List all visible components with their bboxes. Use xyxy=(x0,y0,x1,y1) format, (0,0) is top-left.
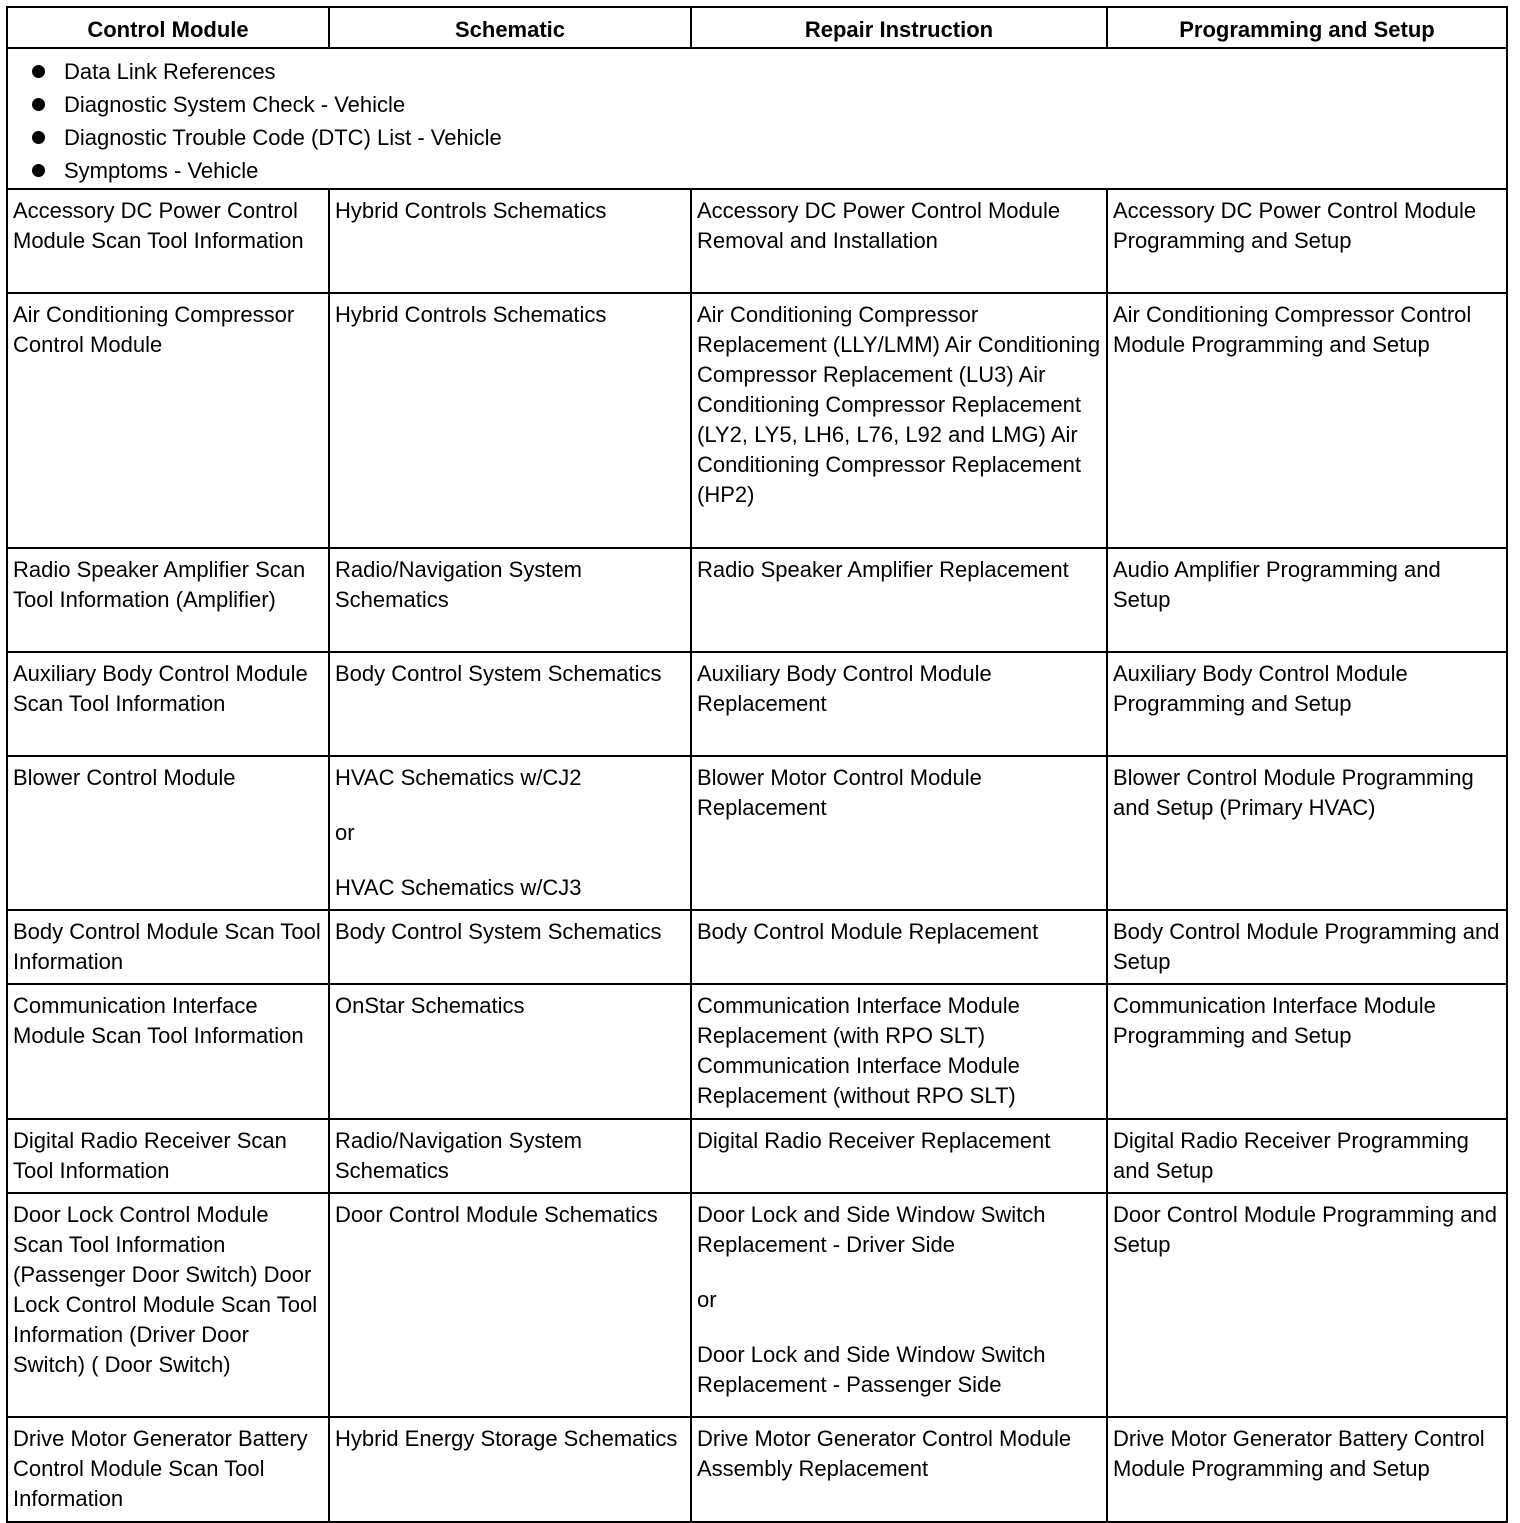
reference-item[interactable] xyxy=(30,121,1502,154)
module-cell xyxy=(7,189,329,293)
reference-item[interactable] xyxy=(30,55,1502,88)
schematic-cell xyxy=(329,910,691,984)
cell-text[interactable]: Auxiliary Body Control Module Scan Tool Information xyxy=(13,661,308,716)
control-module-table xyxy=(6,6,1508,1523)
bullet-icon xyxy=(32,131,45,144)
schematic-cell xyxy=(329,652,691,756)
cell-text[interactable]: HVAC Schematics w/CJ3 xyxy=(335,875,582,900)
table-row xyxy=(7,548,1507,652)
cell-text[interactable]: Blower Motor Control Module Replacement xyxy=(697,765,982,820)
cell-text[interactable]: HVAC Schematics w/CJ2 xyxy=(335,765,582,790)
cell-text[interactable]: Auxiliary Body Control Module Replacement xyxy=(697,661,992,716)
reference-row xyxy=(7,48,1507,189)
schematic-cell xyxy=(329,548,691,652)
module-cell xyxy=(7,1193,329,1417)
reference-link[interactable]: Diagnostic System Check - Vehicle xyxy=(64,92,406,117)
cell-text[interactable]: Accessory DC Power Control Module Removal and Installation xyxy=(697,198,1061,253)
cell-text[interactable]: Body Control Module Scan Tool Information xyxy=(13,919,321,974)
reference-item[interactable] xyxy=(30,154,1502,187)
schematic-cell xyxy=(329,1119,691,1193)
cell-text[interactable]: Body Control Module Programming and Setup xyxy=(1113,919,1500,974)
table-row xyxy=(7,189,1507,293)
programming-setup-cell xyxy=(1107,548,1507,652)
header-repair-instruction: Repair Instruction xyxy=(691,7,1107,48)
schematic-cell xyxy=(329,756,691,910)
repair-instruction-cell xyxy=(691,1193,1107,1417)
schematic-cell xyxy=(329,984,691,1119)
cell-text[interactable]: Hybrid Controls Schematics xyxy=(335,302,607,327)
module-cell xyxy=(7,910,329,984)
programming-setup-cell xyxy=(1107,756,1507,910)
cell-text[interactable]: Accessory DC Power Control Module Programming and Setup xyxy=(1113,198,1477,253)
reference-link[interactable]: Diagnostic Trouble Code (DTC) List - Vehicle xyxy=(64,125,502,150)
programming-setup-cell xyxy=(1107,1417,1507,1522)
header-schematic: Schematic xyxy=(329,7,691,48)
cell-text[interactable]: Door Control Module Schematics xyxy=(335,1202,658,1227)
module-cell xyxy=(7,293,329,548)
cell-text[interactable]: Door Lock and Side Window Switch Replacement - Driver Side xyxy=(697,1202,1046,1257)
reference-list xyxy=(30,55,1502,187)
cell-text[interactable]: Air Conditioning Compressor Control Module Programming and Setup xyxy=(1113,302,1472,357)
cell-text[interactable]: OnStar Schematics xyxy=(335,993,525,1018)
repair-instruction-cell xyxy=(691,652,1107,756)
table-row xyxy=(7,756,1507,910)
module-cell xyxy=(7,1417,329,1522)
cell-text[interactable]: Drive Motor Generator Battery Control Module Programming and Setup xyxy=(1113,1426,1485,1481)
table-row xyxy=(7,1417,1507,1522)
schematic-cell xyxy=(329,1193,691,1417)
cell-text[interactable]: Hybrid Controls Schematics xyxy=(335,198,607,223)
header-row xyxy=(7,7,1507,48)
cell-text[interactable]: Communication Interface Module Replacement (with RPO SLT) Communication Interface Module Replacement (without RPO SLT) xyxy=(697,993,1020,1108)
table-row xyxy=(7,293,1507,548)
cell-text[interactable]: Body Control System Schematics xyxy=(335,919,662,944)
cell-text[interactable]: Communication Interface Module Scan Tool Information xyxy=(13,993,304,1048)
programming-setup-cell xyxy=(1107,293,1507,548)
cell-text[interactable]: Accessory DC Power Control Module Scan Tool Information xyxy=(13,198,304,253)
or-separator: or xyxy=(697,1287,717,1312)
reference-link[interactable]: Data Link References xyxy=(64,59,276,84)
repair-instruction-cell xyxy=(691,1417,1107,1522)
cell-text[interactable]: Drive Motor Generator Control Module Assembly Replacement xyxy=(697,1426,1072,1481)
programming-setup-cell xyxy=(1107,984,1507,1119)
or-separator: or xyxy=(335,820,355,845)
module-cell xyxy=(7,548,329,652)
module-cell xyxy=(7,1119,329,1193)
module-cell xyxy=(7,984,329,1119)
cell-text[interactable]: Body Control Module Replacement xyxy=(697,919,1039,944)
programming-setup-cell xyxy=(1107,910,1507,984)
repair-instruction-cell xyxy=(691,984,1107,1119)
cell-text[interactable]: Air Conditioning Compressor Replacement (LLY/LMM) Air Conditioning Compressor Replacement (LU3) Air Conditioning Compressor Replacement (LY2, LY5, LH6, L76, L92 and LMG) Air Conditioning Compressor Replacement (HP2) xyxy=(697,302,1101,507)
cell-text[interactable]: Body Control System Schematics xyxy=(335,661,662,686)
cell-text[interactable]: Hybrid Energy Storage Schematics xyxy=(335,1426,678,1451)
repair-instruction-cell xyxy=(691,293,1107,548)
repair-instruction-cell xyxy=(691,756,1107,910)
header-control-module: Control Module xyxy=(7,7,329,48)
schematic-cell xyxy=(329,293,691,548)
module-cell xyxy=(7,756,329,910)
cell-text[interactable]: Digital Radio Receiver Programming and Setup xyxy=(1113,1128,1469,1183)
table-row xyxy=(7,1193,1507,1417)
table-row xyxy=(7,984,1507,1119)
cell-text[interactable]: Drive Motor Generator Battery Control Module Scan Tool Information xyxy=(13,1426,308,1511)
bullet-icon xyxy=(32,164,45,177)
cell-text[interactable]: Door Lock Control Module Scan Tool Information (Passenger Door Switch) Door Lock Control Module Scan Tool Information (Driver Door Switch) ( Door Switch) xyxy=(13,1202,318,1377)
cell-text[interactable]: Blower Control Module xyxy=(13,765,236,790)
programming-setup-cell xyxy=(1107,189,1507,293)
table-row xyxy=(7,1119,1507,1193)
cell-text[interactable]: Audio Amplifier Programming and Setup xyxy=(1113,557,1441,612)
reference-link[interactable]: Symptoms - Vehicle xyxy=(64,158,259,183)
table-row xyxy=(7,652,1507,756)
reference-item[interactable] xyxy=(30,88,1502,121)
cell-text[interactable]: Auxiliary Body Control Module Programming and Setup xyxy=(1113,661,1408,716)
schematic-cell xyxy=(329,1417,691,1522)
cell-text[interactable]: Digital Radio Receiver Scan Tool Information xyxy=(13,1128,287,1183)
cell-text[interactable]: Air Conditioning Compressor Control Module xyxy=(13,302,295,357)
cell-text[interactable]: Radio/Navigation System Schematics xyxy=(335,557,583,612)
programming-setup-cell xyxy=(1107,1193,1507,1417)
cell-text[interactable]: Blower Control Module Programming and Setup (Primary HVAC) xyxy=(1113,765,1474,820)
programming-setup-cell xyxy=(1107,652,1507,756)
cell-text[interactable]: Door Control Module Programming and Setup xyxy=(1113,1202,1497,1257)
bullet-icon xyxy=(32,98,45,111)
schematic-cell xyxy=(329,189,691,293)
table-row xyxy=(7,910,1507,984)
repair-instruction-cell xyxy=(691,1119,1107,1193)
bullet-icon xyxy=(32,65,45,78)
header-programming-setup: Programming and Setup xyxy=(1107,7,1507,48)
cell-text[interactable]: Radio Speaker Amplifier Replacement xyxy=(697,557,1069,582)
reference-list-cell xyxy=(7,48,1507,189)
cell-text[interactable]: Radio Speaker Amplifier Scan Tool Information (Amplifier) xyxy=(13,557,306,612)
cell-text[interactable]: Communication Interface Module Programming and Setup xyxy=(1113,993,1436,1048)
programming-setup-cell xyxy=(1107,1119,1507,1193)
cell-text[interactable]: Radio/Navigation System Schematics xyxy=(335,1128,583,1183)
cell-text[interactable]: Door Lock and Side Window Switch Replacement - Passenger Side xyxy=(697,1342,1046,1397)
repair-instruction-cell xyxy=(691,548,1107,652)
repair-instruction-cell xyxy=(691,189,1107,293)
cell-text[interactable]: Digital Radio Receiver Replacement xyxy=(697,1128,1051,1153)
repair-instruction-cell xyxy=(691,910,1107,984)
module-cell xyxy=(7,652,329,756)
